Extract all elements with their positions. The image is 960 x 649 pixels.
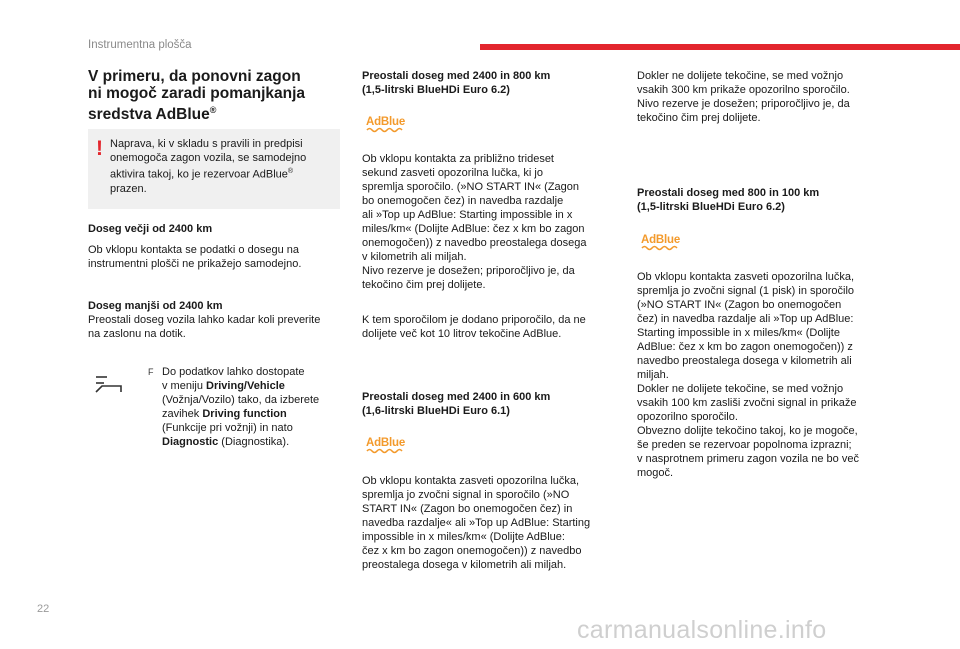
adblue-warning-icon bbox=[366, 116, 406, 133]
title-line-2: ni mogoč zaradi pomanjkanja bbox=[88, 85, 306, 102]
text-line: spremlja jo zvočni signal (1 pisk) in sporočilo bbox=[637, 285, 855, 297]
heading-line: Preostali doseg med 2400 in 800 km bbox=[362, 70, 551, 82]
adblue-warning-icon bbox=[641, 234, 681, 251]
text-line: preostalega dosega v kilometrih ali miljah. bbox=[362, 559, 567, 571]
heading-line: (1,5-litrski BlueHDi Euro 6.2) bbox=[362, 84, 510, 96]
menu-note bbox=[162, 365, 342, 449]
adblue-label: AdBlue bbox=[366, 116, 406, 128]
text-line: miljah. bbox=[637, 369, 669, 381]
range-2400-800-text bbox=[362, 152, 624, 292]
range-under-heading: Doseg manjši od 2400 km bbox=[88, 300, 223, 312]
text-line: v kilometrih ali miljah. bbox=[362, 251, 467, 263]
text-line: v nasprotnem primeru zagon vozila ne bo več bbox=[637, 453, 859, 465]
text-line: Ob vklopu kontakta zasveti opozorilna lučka, bbox=[637, 271, 855, 283]
range-under-block bbox=[88, 299, 350, 341]
text-line: navedba razdalje« ali »Top up AdBlue: Starting bbox=[362, 517, 591, 529]
text-line: čez) in navedba razdalje ali »Top up AdBlue: bbox=[637, 313, 854, 325]
text-line: miles/km« (Dolijte AdBlue: čez x km bo zagon bbox=[362, 223, 585, 235]
range-2400-600-text bbox=[362, 474, 624, 572]
text-line bbox=[162, 407, 342, 421]
menu-name: Driving/Vehicle bbox=[206, 380, 285, 392]
text-line: ali »Top up AdBlue: Starting impossible in x bbox=[362, 209, 573, 221]
range-800-100-text bbox=[637, 270, 899, 480]
text-line: vsakih 300 km prikaže opozorilno sporočilo. bbox=[637, 84, 850, 96]
title-line-3-text: sredstva AdBlue bbox=[88, 106, 210, 124]
text-line: tekočino čim prej dolijete. bbox=[362, 279, 486, 291]
text-line: Nivo rezerve je dosežen; priporočljivo je, da bbox=[637, 98, 850, 110]
text-span: (Diagnostika). bbox=[218, 436, 290, 448]
heading-line: Preostali doseg med 2400 in 600 km bbox=[362, 391, 551, 403]
text-line: na zaslonu na dotik. bbox=[88, 328, 186, 340]
warning-box bbox=[88, 129, 340, 209]
tab-name: Driving function bbox=[202, 408, 287, 420]
text-line: (»NO START IN« (Zagon bo onemogočen bbox=[637, 299, 842, 311]
text-line: AdBlue: čez x km bo zagon onemogočen)) z bbox=[637, 341, 853, 353]
registered-mark: ® bbox=[287, 168, 294, 175]
warning-line-text: aktivira takoj, ko je rezervoar AdBlue bbox=[110, 168, 288, 181]
range-800-100-heading bbox=[637, 186, 897, 214]
heading-line: Preostali doseg med 800 in 100 km bbox=[637, 187, 820, 199]
adblue-label: AdBlue bbox=[641, 234, 681, 246]
heading-line: (1,5-litrski BlueHDi Euro 6.2) bbox=[637, 201, 785, 213]
text-line: navedbo preostalega dosega v kilometrih ali bbox=[637, 355, 852, 367]
heading-line: (1,6-litrski BlueHDi Euro 6.1) bbox=[362, 405, 510, 417]
text-line: spremlja sporočilo. (»NO START IN« (Zagon bbox=[362, 181, 580, 193]
warning-line: Naprava, ki v skladu s pravili in predpisi bbox=[110, 138, 303, 150]
title-line-1: V primeru, da ponovni zagon bbox=[88, 68, 301, 85]
text-line: (Vožnja/Vozilo) tako, da izberete bbox=[162, 394, 320, 406]
text-line: dolijete več kot 10 litrov tekočine AdBlue. bbox=[362, 328, 562, 340]
registered-mark: ® bbox=[209, 105, 217, 115]
refill-recommendation-text bbox=[362, 313, 624, 341]
text-line: Ob vklopu kontakta zasveti opozorilna lučka, bbox=[362, 475, 580, 487]
text-line: spremlja jo zvočni signal in sporočilo (»NO bbox=[362, 489, 570, 501]
range-2400-600-heading bbox=[362, 390, 622, 418]
navigation-menu-icon bbox=[94, 373, 124, 400]
warning-line: onemogoča zagon vozila, se samodejno bbox=[110, 152, 307, 164]
warning-text bbox=[110, 137, 334, 196]
text-line: bo onemogočen čez) in navedba razdalje bbox=[362, 195, 564, 207]
text-line bbox=[162, 379, 342, 393]
text-line: opozorilno sporočilo. bbox=[637, 411, 738, 423]
option-name: Diagnostic bbox=[162, 436, 219, 448]
text-line: Dokler ne dolijete tekočine, se med vožnjo bbox=[637, 70, 844, 82]
text-line: Nivo rezerve je dosežen; priporočljivo je, da bbox=[362, 265, 575, 277]
text-line: START IN« (Zagon bo onemogočen čez) in bbox=[362, 503, 573, 515]
title-line-3 bbox=[88, 102, 348, 123]
adblue-label: AdBlue bbox=[366, 437, 406, 449]
header-accent-bar bbox=[480, 44, 960, 50]
watermark: carmanualsonline.info bbox=[577, 616, 827, 644]
warning-line: prazen. bbox=[110, 182, 147, 195]
range-over-heading: Doseg večji od 2400 km bbox=[88, 223, 213, 235]
adblue-warning-icon bbox=[366, 437, 406, 454]
warning-line bbox=[110, 165, 334, 182]
text-span: v meniju bbox=[162, 380, 207, 392]
text-line: impossible in x miles/km« (Dolijte AdBlue: bbox=[362, 531, 565, 543]
range-2400-800-heading bbox=[362, 69, 622, 97]
page-number: 22 bbox=[37, 603, 50, 615]
range-over-text bbox=[88, 243, 348, 271]
text-line: onemogočen)) z navedbo preostalega dosega bbox=[362, 237, 587, 249]
text-line bbox=[162, 435, 342, 449]
text-span: zavihek bbox=[162, 408, 203, 420]
text-line: čez x km bo zagon onemogočen)) z navedbo bbox=[362, 545, 582, 557]
text-line: Ob vklopu kontakta za približno trideset bbox=[362, 153, 554, 165]
section-title bbox=[88, 68, 348, 123]
text-line: Dokler ne dolijete tekočine, se med vožnjo bbox=[637, 383, 844, 395]
text-line: (Funkcije pri vožnji) in nato bbox=[162, 422, 293, 434]
text-line: Preostali doseg vozila lahko kadar koli preverite bbox=[88, 314, 321, 326]
text-line: vsakih 100 km zasliši zvočni signal in prikaže bbox=[637, 397, 857, 409]
exclamation-icon: ! bbox=[96, 137, 103, 160]
text-line: mogoč. bbox=[637, 467, 674, 479]
bullet-marker: F bbox=[148, 367, 154, 377]
section-label: Instrumentna plošča bbox=[88, 39, 192, 51]
text-line: K tem sporočilom je dodano priporočilo, da ne bbox=[362, 314, 586, 326]
text-line: tekočino čim prej dolijete. bbox=[637, 112, 761, 124]
text-line: Obvezno dolijte tekočino takoj, ko je mogoče, bbox=[637, 425, 858, 437]
text-line: sekund zasveti opozorilna lučka, ki jo bbox=[362, 167, 543, 179]
text-line: Do podatkov lahko dostopate bbox=[162, 366, 305, 378]
text-line: Starting impossible in x miles/km« (Dolijte bbox=[637, 327, 840, 339]
text-line: instrumentni plošči ne prikažejo samodejno. bbox=[88, 258, 302, 270]
text-line: še preden se rezervoar popolnoma izprazni; bbox=[637, 439, 852, 451]
interval-warning-text bbox=[637, 69, 899, 125]
text-line: Ob vklopu kontakta se podatki o dosegu na bbox=[88, 244, 299, 256]
